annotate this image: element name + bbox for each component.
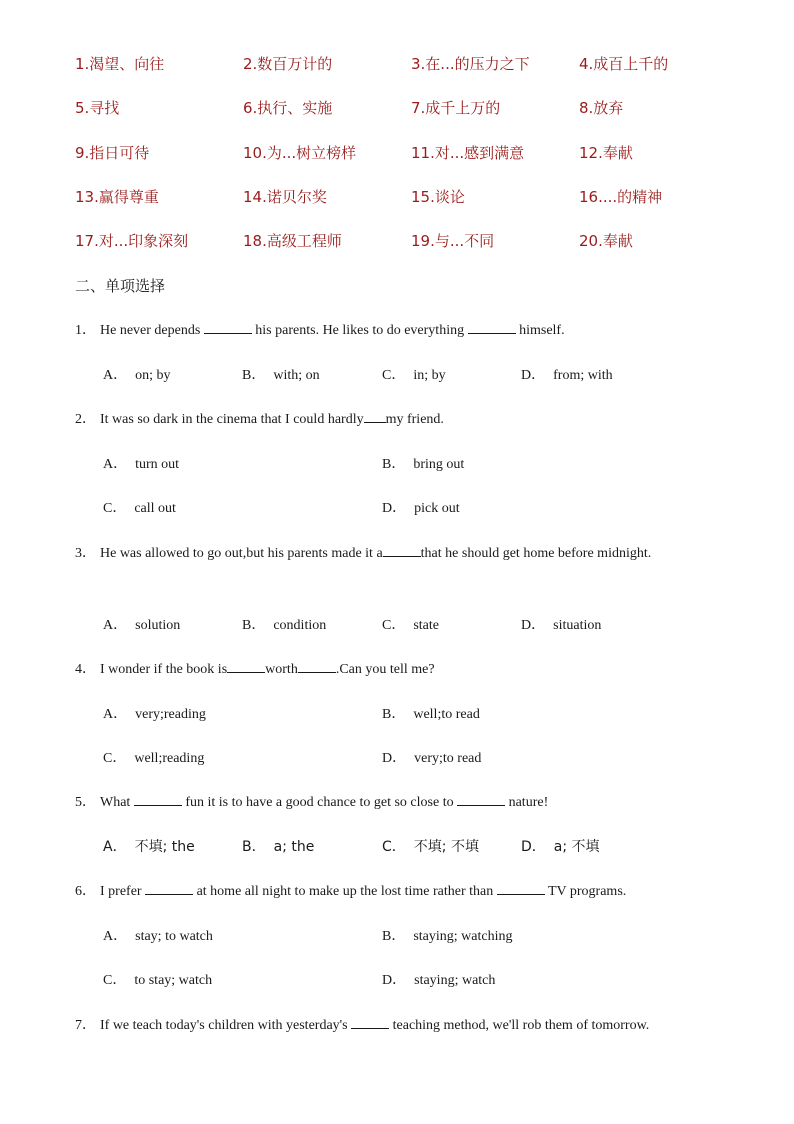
vocab-item: 10.为...树立榜样 xyxy=(243,143,357,162)
vocab-row xyxy=(75,229,755,273)
options-q6-row2 xyxy=(103,969,723,993)
option-b[interactable]: B． well;to read xyxy=(382,707,480,722)
option-a[interactable]: A． on; by xyxy=(103,368,171,383)
vocab-row xyxy=(75,141,755,185)
option-a[interactable]: A． solution xyxy=(103,618,181,633)
options-q6-row1 xyxy=(103,925,723,949)
option-a[interactable]: A． 不填; the xyxy=(103,839,195,855)
option-c[interactable]: C． state xyxy=(382,618,439,633)
options-q4-row1 xyxy=(103,703,723,727)
vocab-item: 1.渴望、向往 xyxy=(75,55,165,73)
option-d[interactable]: D． pick out xyxy=(382,501,460,516)
vocab-item: 18.高级工程师 xyxy=(243,232,342,251)
vocab-item: 3.在...的压力之下 xyxy=(411,55,530,73)
options-q5 xyxy=(103,835,723,859)
option-b[interactable]: B． with; on xyxy=(242,368,320,383)
option-c[interactable]: C． 不填; 不填 xyxy=(382,839,479,855)
vocab-item: 6.执行、实施 xyxy=(243,99,333,118)
vocab-item: 19.与...不同 xyxy=(411,232,495,251)
answer-blank[interactable] xyxy=(468,319,516,334)
vocab-item: 8.放弃 xyxy=(579,99,624,118)
vocab-row xyxy=(75,52,755,96)
option-c[interactable]: C． in; by xyxy=(382,368,446,383)
vocabulary-grid xyxy=(75,52,755,273)
question-3: 3． He was allowed to go out,but his parents made it a that he should get home before midnight. xyxy=(75,539,719,568)
answer-blank[interactable] xyxy=(457,791,505,806)
question-2: 2． It was so dark in the cinema that I could hardly my friend. xyxy=(75,405,719,434)
answer-blank[interactable] xyxy=(298,658,336,673)
vocab-item: 20.奉献 xyxy=(579,232,633,251)
option-b[interactable]: B． bring out xyxy=(382,457,465,472)
vocab-item: 7.成千上万的 xyxy=(411,99,501,118)
section-title: 二、单项选择 xyxy=(75,277,166,295)
question-5: 5． What fun it is to have a good chance to get so close to nature! xyxy=(75,788,719,817)
options-q2-row1 xyxy=(103,453,723,477)
answer-blank[interactable] xyxy=(204,319,252,334)
option-d[interactable]: D． very;to read xyxy=(382,751,482,766)
answer-blank[interactable] xyxy=(497,880,545,895)
vocab-item: 11.对...感到满意 xyxy=(411,143,525,162)
option-d[interactable]: D． from; with xyxy=(521,368,613,383)
options-q3 xyxy=(103,614,723,638)
option-a[interactable]: A． very;reading xyxy=(103,707,206,722)
option-d[interactable]: D． a; 不填 xyxy=(521,839,600,855)
option-b[interactable]: B． a; the xyxy=(242,839,315,855)
option-b[interactable]: B． condition xyxy=(242,618,327,633)
option-a[interactable]: A． stay; to watch xyxy=(103,929,213,944)
question-7: 7． If we teach today's children with yesterday's teaching method, we'll rob them of tomorrow. xyxy=(75,1011,719,1040)
options-q2-row2 xyxy=(103,497,723,521)
question-6: 6． I prefer at home all night to make up the lost time rather than TV programs. xyxy=(75,877,719,906)
vocab-item: 15.谈论 xyxy=(411,187,465,206)
vocab-item: 5.寻找 xyxy=(75,99,120,118)
vocab-row xyxy=(75,96,755,140)
vocab-item: 2.数百万计的 xyxy=(243,55,333,73)
answer-blank[interactable] xyxy=(145,880,193,895)
options-q1 xyxy=(103,364,723,388)
option-d[interactable]: D． situation xyxy=(521,618,602,633)
vocab-item: 4.成百上千的 xyxy=(579,55,669,73)
question-4: 4． I wonder if the book is worth .Can you tell me? xyxy=(75,655,719,684)
answer-blank[interactable] xyxy=(383,542,421,557)
vocab-item: 12.奉献 xyxy=(579,143,633,162)
vocab-row xyxy=(75,185,755,229)
question-1: 1． He never depends his parents. He likes to do everything himself. xyxy=(75,316,719,345)
vocab-item: 14.诺贝尔奖 xyxy=(243,187,327,206)
answer-blank[interactable] xyxy=(134,791,182,806)
option-c[interactable]: C． call out xyxy=(103,501,176,516)
options-q4-row2 xyxy=(103,747,723,771)
vocab-item: 9.指日可待 xyxy=(75,143,150,162)
answer-blank[interactable] xyxy=(351,1014,389,1029)
option-a[interactable]: A． turn out xyxy=(103,457,180,472)
option-c[interactable]: C． well;reading xyxy=(103,751,205,766)
option-c[interactable]: C． to stay; watch xyxy=(103,973,213,988)
option-d[interactable]: D． staying; watch xyxy=(382,973,496,988)
option-b[interactable]: B． staying; watching xyxy=(382,929,513,944)
vocab-item: 13.赢得尊重 xyxy=(75,187,159,206)
answer-blank[interactable] xyxy=(364,408,386,423)
answer-blank[interactable] xyxy=(227,658,265,673)
vocab-item: 17.对...印象深刻 xyxy=(75,232,189,251)
vocab-item: 16....的精神 xyxy=(579,187,663,206)
